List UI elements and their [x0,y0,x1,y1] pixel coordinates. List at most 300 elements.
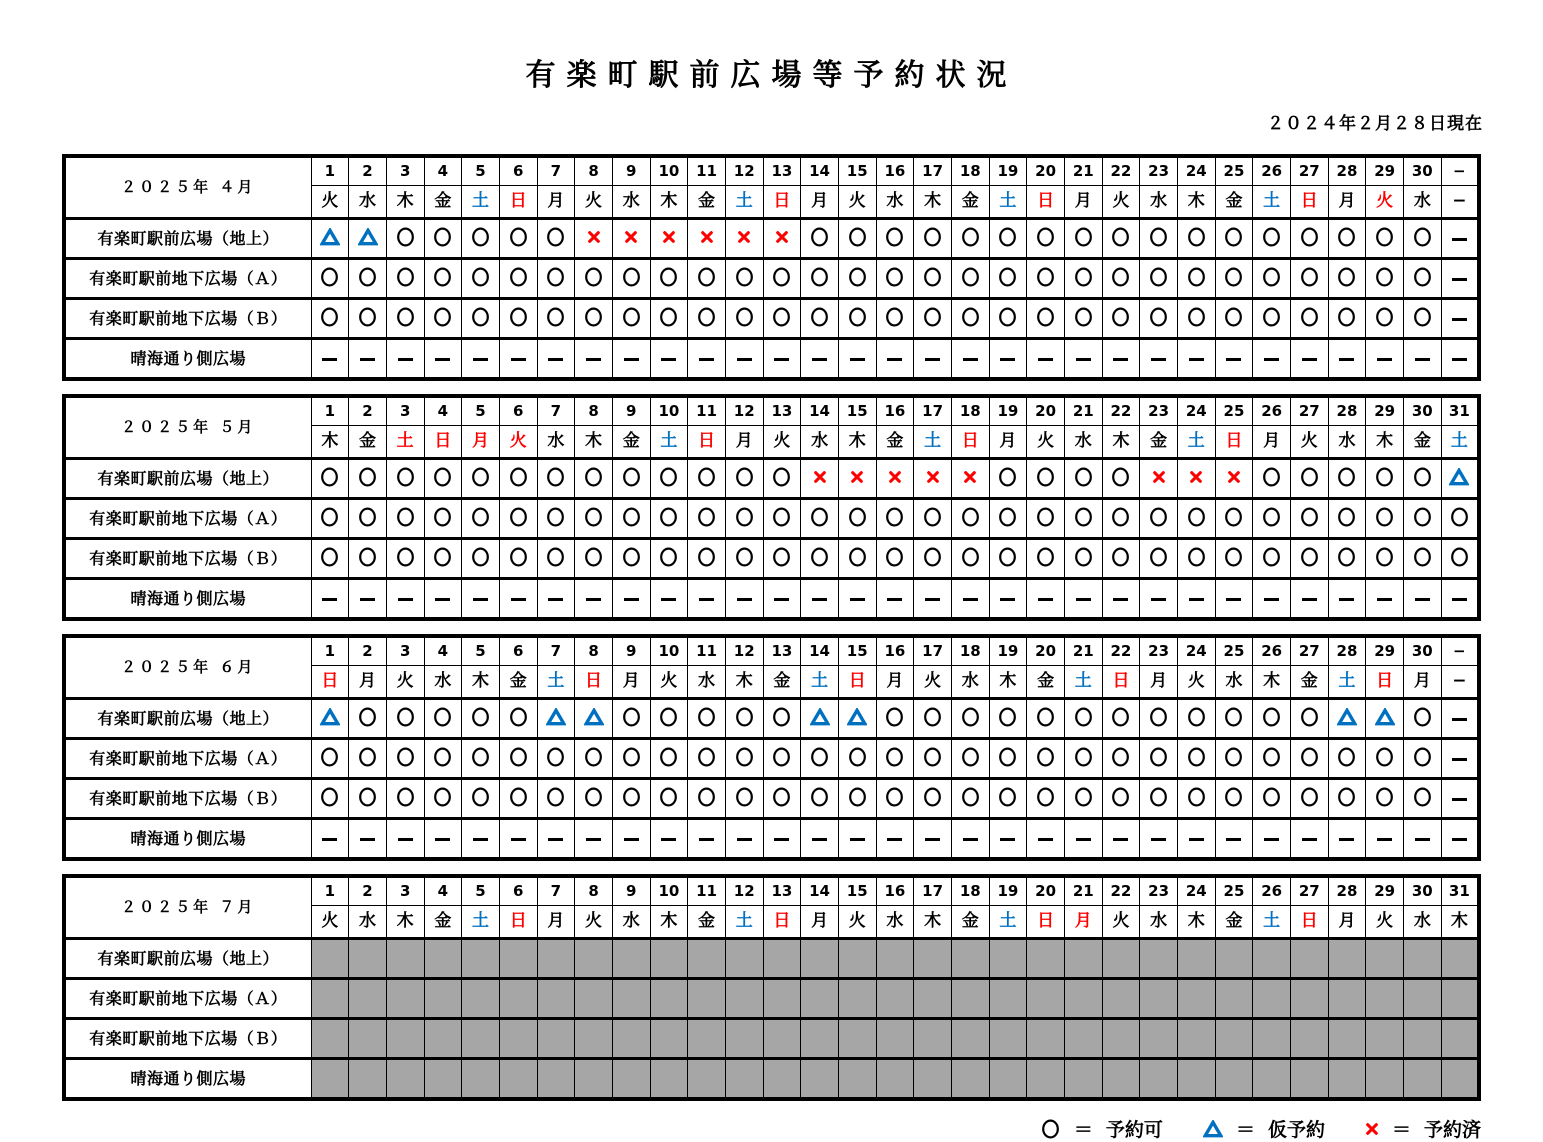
weekday-cell: 火 [1102,186,1140,219]
unavailable-dash-icon [1339,598,1354,601]
weekday-cell: 水 [1328,426,1366,459]
status-cell [1027,459,1065,499]
status-cell [763,1019,801,1059]
unavailable-dash-icon [1264,838,1279,841]
day-number-cell: 25 [1215,396,1253,426]
status-cell [951,779,989,819]
available-circle-icon [357,746,378,768]
unavailable-dash-icon [435,838,450,841]
unavailable-dash-icon [360,358,375,361]
available-circle-icon [583,466,604,488]
available-circle-icon [884,546,905,568]
available-circle-icon [960,226,981,248]
status-cell [462,699,500,739]
day-number-cell: 7 [537,876,575,906]
status-cell [914,259,952,299]
day-number-cell: 20 [1027,636,1065,666]
weekday-cell: 月 [537,906,575,939]
available-circle-icon [1412,746,1433,768]
status-cell [801,579,839,620]
available-circle-icon [583,546,604,568]
status-cell [499,779,537,819]
day-number-cell: 7 [537,156,575,186]
day-number-cell: 22 [1102,876,1140,906]
status-cell [989,939,1027,979]
available-circle-icon [960,786,981,808]
available-circle-icon [1299,466,1320,488]
available-circle-icon [432,506,453,528]
reserved-x-icon [926,470,940,484]
venue-row [64,579,1479,620]
status-cell [424,259,462,299]
status-cell [1328,1019,1366,1059]
available-circle-icon [1261,546,1282,568]
weekday-cell: 金 [688,186,726,219]
status-cell [650,699,688,739]
day-number-cell: 23 [1140,876,1178,906]
weekday-cell: 木 [1441,906,1479,939]
status-cell [838,499,876,539]
status-cell [424,339,462,380]
weekday-cell: 土 [725,186,763,219]
weekday-cell: 月 [989,426,1027,459]
venue-row [64,979,1479,1019]
status-cell [838,699,876,739]
status-cell [1290,699,1328,739]
available-circle-icon [1223,306,1244,328]
available-circle-icon [1374,226,1395,248]
weekday-cell: 日 [499,186,537,219]
available-circle-icon [884,706,905,728]
equals-sign: ＝ [1235,1119,1255,1141]
unavailable-dash-icon [1076,598,1091,601]
status-cell [1177,779,1215,819]
status-cell [725,939,763,979]
day-number-cell: 11 [688,156,726,186]
weekday-cell: 土 [1253,906,1291,939]
day-number-cell: 12 [725,156,763,186]
available-circle-icon [1261,506,1282,528]
available-circle-icon [1299,746,1320,768]
status-cell [1366,299,1404,339]
status-cell [349,979,387,1019]
status-cell [424,779,462,819]
available-circle-icon [1374,746,1395,768]
unavailable-dash-icon [699,358,714,361]
available-circle-icon [545,266,566,288]
day-number-cell: 8 [575,636,613,666]
status-cell [1403,539,1441,579]
status-cell [1441,939,1479,979]
status-cell [951,939,989,979]
day-number-cell: 26 [1253,876,1291,906]
status-cell [989,819,1027,860]
day-number-cell: 15 [838,156,876,186]
status-cell [1102,259,1140,299]
status-cell [688,219,726,259]
status-cell [989,739,1027,779]
status-cell [1027,739,1065,779]
day-number-cell: 30 [1403,396,1441,426]
day-number-cell: 17 [914,636,952,666]
status-cell [1403,979,1441,1019]
available-circle-icon [357,266,378,288]
available-circle-icon [960,706,981,728]
status-cell [838,779,876,819]
status-cell [311,979,349,1019]
month-table-2 [62,394,1481,621]
status-cell [1102,819,1140,860]
available-circle-icon [621,786,642,808]
available-circle-icon [470,706,491,728]
day-number-cell: 8 [575,876,613,906]
venue-row [64,819,1479,860]
status-cell [838,259,876,299]
status-cell [1441,259,1479,299]
day-number-cell: 28 [1328,396,1366,426]
unavailable-dash-icon [737,598,752,601]
legend-label: 仮予約 [1267,1119,1325,1141]
unavailable-dash-icon [586,838,601,841]
status-cell [1403,459,1441,499]
status-cell [876,979,914,1019]
available-circle-icon [922,546,943,568]
available-circle-icon [1336,306,1357,328]
available-circle-icon [1148,266,1169,288]
venue-label: 有楽町駅前地下広場（Ａ） [64,979,311,1019]
status-cell [1253,539,1291,579]
available-circle-icon [1110,746,1131,768]
day-number-cell: 5 [462,876,500,906]
available-circle-icon [395,266,416,288]
reserved-x-icon [850,470,864,484]
status-cell [1403,819,1441,860]
status-cell [1102,299,1140,339]
status-cell [1140,539,1178,579]
status-cell [1140,299,1178,339]
status-cell [876,939,914,979]
status-cell [1215,1019,1253,1059]
available-circle-icon [734,466,755,488]
status-cell [1403,499,1441,539]
status-cell [386,259,424,299]
available-circle-icon [960,266,981,288]
status-cell [1177,1059,1215,1100]
status-cell [462,779,500,819]
weekday-cell: 土 [989,906,1027,939]
unavailable-dash-icon [661,838,676,841]
weekday-cell: 月 [1328,906,1366,939]
status-cell [1366,939,1404,979]
status-cell [725,579,763,620]
day-number-cell: 19 [989,876,1027,906]
status-cell [386,499,424,539]
weekday-cell: 火 [311,186,349,219]
status-cell [1253,1059,1291,1100]
available-circle-icon [470,466,491,488]
status-cell [1403,259,1441,299]
venue-row [64,339,1479,380]
status-cell [499,1059,537,1100]
available-circle-icon [809,786,830,808]
weekday-cell: 日 [1290,906,1328,939]
status-cell [650,259,688,299]
status-cell [499,499,537,539]
status-cell [537,339,575,380]
status-cell [688,939,726,979]
unavailable-dash-icon [1302,598,1317,601]
status-cell [725,1059,763,1100]
status-cell [1215,579,1253,620]
page-title: 有楽町駅前広場等予約状況 [525,58,1018,93]
available-circle-icon [997,506,1018,528]
status-cell [1441,299,1479,339]
status-cell [1441,499,1479,539]
available-circle-icon [997,466,1018,488]
status-cell [424,939,462,979]
available-circle-icon [922,786,943,808]
status-cell [1140,819,1178,860]
unavailable-dash-icon [1076,838,1091,841]
status-cell [575,499,613,539]
status-cell [462,299,500,339]
status-cell [1366,539,1404,579]
venue-row [64,939,1479,979]
status-cell [349,339,387,380]
day-number-cell: 24 [1177,396,1215,426]
status-cell [1177,819,1215,860]
status-cell [914,339,952,380]
status-cell [386,699,424,739]
unavailable-dash-icon [1302,838,1317,841]
day-number-cell: 18 [951,156,989,186]
status-cell [1102,459,1140,499]
reserved-x-icon [1152,470,1166,484]
status-cell [1064,499,1102,539]
status-cell [763,499,801,539]
available-circle-icon [508,226,529,248]
day-number-cell: 26 [1253,396,1291,426]
day-number-cell: 11 [688,396,726,426]
available-circle-icon [997,706,1018,728]
day-number-cell: 7 [537,636,575,666]
available-circle-icon [658,306,679,328]
venue-row [64,299,1479,339]
day-number-cell: 4 [424,156,462,186]
available-circle-icon [1148,746,1169,768]
status-cell [1328,259,1366,299]
status-cell [1253,259,1291,299]
day-number-cell: 4 [424,396,462,426]
status-cell [1328,219,1366,259]
weekday-cell: 木 [914,906,952,939]
status-cell [499,259,537,299]
status-cell [1290,259,1328,299]
available-circle-icon [922,226,943,248]
status-cell [1215,939,1253,979]
weekday-cell: 月 [801,186,839,219]
status-cell [1253,499,1291,539]
status-cell [1102,339,1140,380]
weekday-cell: 水 [424,666,462,699]
available-circle-icon [357,466,378,488]
unavailable-dash-icon [1415,598,1430,601]
available-circle-icon [1186,546,1207,568]
status-cell [311,779,349,819]
month-table-4 [62,874,1481,1101]
status-cell [989,1059,1027,1100]
reserved-x-icon [813,470,827,484]
status-cell [1366,579,1404,620]
status-cell [876,1059,914,1100]
weekday-cell: 火 [1027,426,1065,459]
unavailable-dash-icon [398,598,413,601]
status-cell [424,579,462,620]
available-circle-icon [545,546,566,568]
available-circle-icon [583,506,604,528]
status-cell [763,739,801,779]
unavailable-dash-icon [774,358,789,361]
weekday-cell: 月 [349,666,387,699]
status-cell [1253,299,1291,339]
weekday-cell: 月 [801,906,839,939]
day-number-cell: 19 [989,396,1027,426]
status-cell [876,499,914,539]
status-cell [688,979,726,1019]
status-cell [914,299,952,339]
status-cell [688,819,726,860]
weekday-cell: 火 [499,426,537,459]
status-cell [1177,299,1215,339]
status-cell [951,299,989,339]
status-cell [1177,499,1215,539]
venue-row [64,739,1479,779]
status-cell [537,1059,575,1100]
status-cell [763,779,801,819]
unavailable-dash-icon [1038,838,1053,841]
day-number-cell: 20 [1027,156,1065,186]
day-number-cell: 16 [876,396,914,426]
status-cell [1403,1019,1441,1059]
unavailable-dash-icon [1452,238,1467,241]
tentative-triangle-icon [1375,708,1395,726]
status-cell [1027,259,1065,299]
as-of-date: ２０２４年２月２８日現在 [1267,114,1483,134]
venue-row [64,1059,1479,1100]
status-cell [424,699,462,739]
weekday-cell: 火 [575,906,613,939]
status-cell [1328,339,1366,380]
available-circle-icon [1035,466,1056,488]
available-circle-icon [997,226,1018,248]
status-cell [537,1019,575,1059]
unavailable-dash-icon [1452,758,1467,761]
available-circle-icon [658,506,679,528]
status-cell [1441,459,1479,499]
status-cell [725,779,763,819]
unavailable-dash-icon [1000,598,1015,601]
day-number-cell: 15 [838,396,876,426]
available-circle-icon [583,786,604,808]
weekday-cell: 火 [763,426,801,459]
available-circle-icon [960,506,981,528]
status-cell [801,739,839,779]
status-cell [1366,1019,1404,1059]
available-circle-icon [470,226,491,248]
weekday-cell: 日 [1366,666,1404,699]
weekday-cell: 月 [876,666,914,699]
available-circle-icon [1223,226,1244,248]
status-cell [311,699,349,739]
available-circle-icon [809,506,830,528]
status-cell [951,579,989,620]
status-cell [1290,459,1328,499]
status-cell [1366,459,1404,499]
status-cell [801,259,839,299]
status-cell [989,299,1027,339]
day-number-cell: 22 [1102,156,1140,186]
status-cell [575,539,613,579]
status-cell [725,979,763,1019]
status-cell [650,339,688,380]
weekday-cell: 日 [1290,186,1328,219]
status-cell [1102,979,1140,1019]
tentative-triangle-icon [810,708,830,726]
available-circle-icon [508,506,529,528]
venue-label: 有楽町駅前地下広場（Ａ） [64,739,311,779]
available-circle-icon [545,226,566,248]
status-cell [311,259,349,299]
day-number-cell: 26 [1253,636,1291,666]
status-cell [1102,779,1140,819]
weekday-cell: 水 [1140,186,1178,219]
weekday-cell: 金 [951,906,989,939]
status-cell [1290,939,1328,979]
available-circle-icon [1223,546,1244,568]
status-cell [1177,939,1215,979]
status-cell [612,339,650,380]
status-cell [1064,459,1102,499]
unavailable-dash-icon [1226,838,1241,841]
tentative-triangle-icon [1449,468,1469,486]
unavailable-dash-icon [1452,278,1467,281]
day-number-cell: 31 [1441,396,1479,426]
status-cell [763,819,801,860]
status-cell [499,339,537,380]
status-cell [1140,259,1178,299]
status-cell [575,259,613,299]
venue-label: 晴海通り側広場 [64,819,311,860]
unavailable-dash-icon [925,598,940,601]
status-cell [688,739,726,779]
day-number-cell: 3 [386,396,424,426]
status-cell [876,579,914,620]
status-cell [801,339,839,380]
status-cell [876,339,914,380]
status-cell [989,979,1027,1019]
status-cell [688,1059,726,1100]
unavailable-dash-icon [1264,358,1279,361]
status-cell [1102,699,1140,739]
status-cell [1403,579,1441,620]
weekday-cell: 月 [725,426,763,459]
available-circle-icon [1110,306,1131,328]
available-circle-icon [319,786,340,808]
venue-label: 有楽町駅前広場（地上） [64,219,311,259]
status-cell [763,299,801,339]
weekday-cell: 火 [838,906,876,939]
month-label: ２０２５年 ４月 [64,156,311,219]
